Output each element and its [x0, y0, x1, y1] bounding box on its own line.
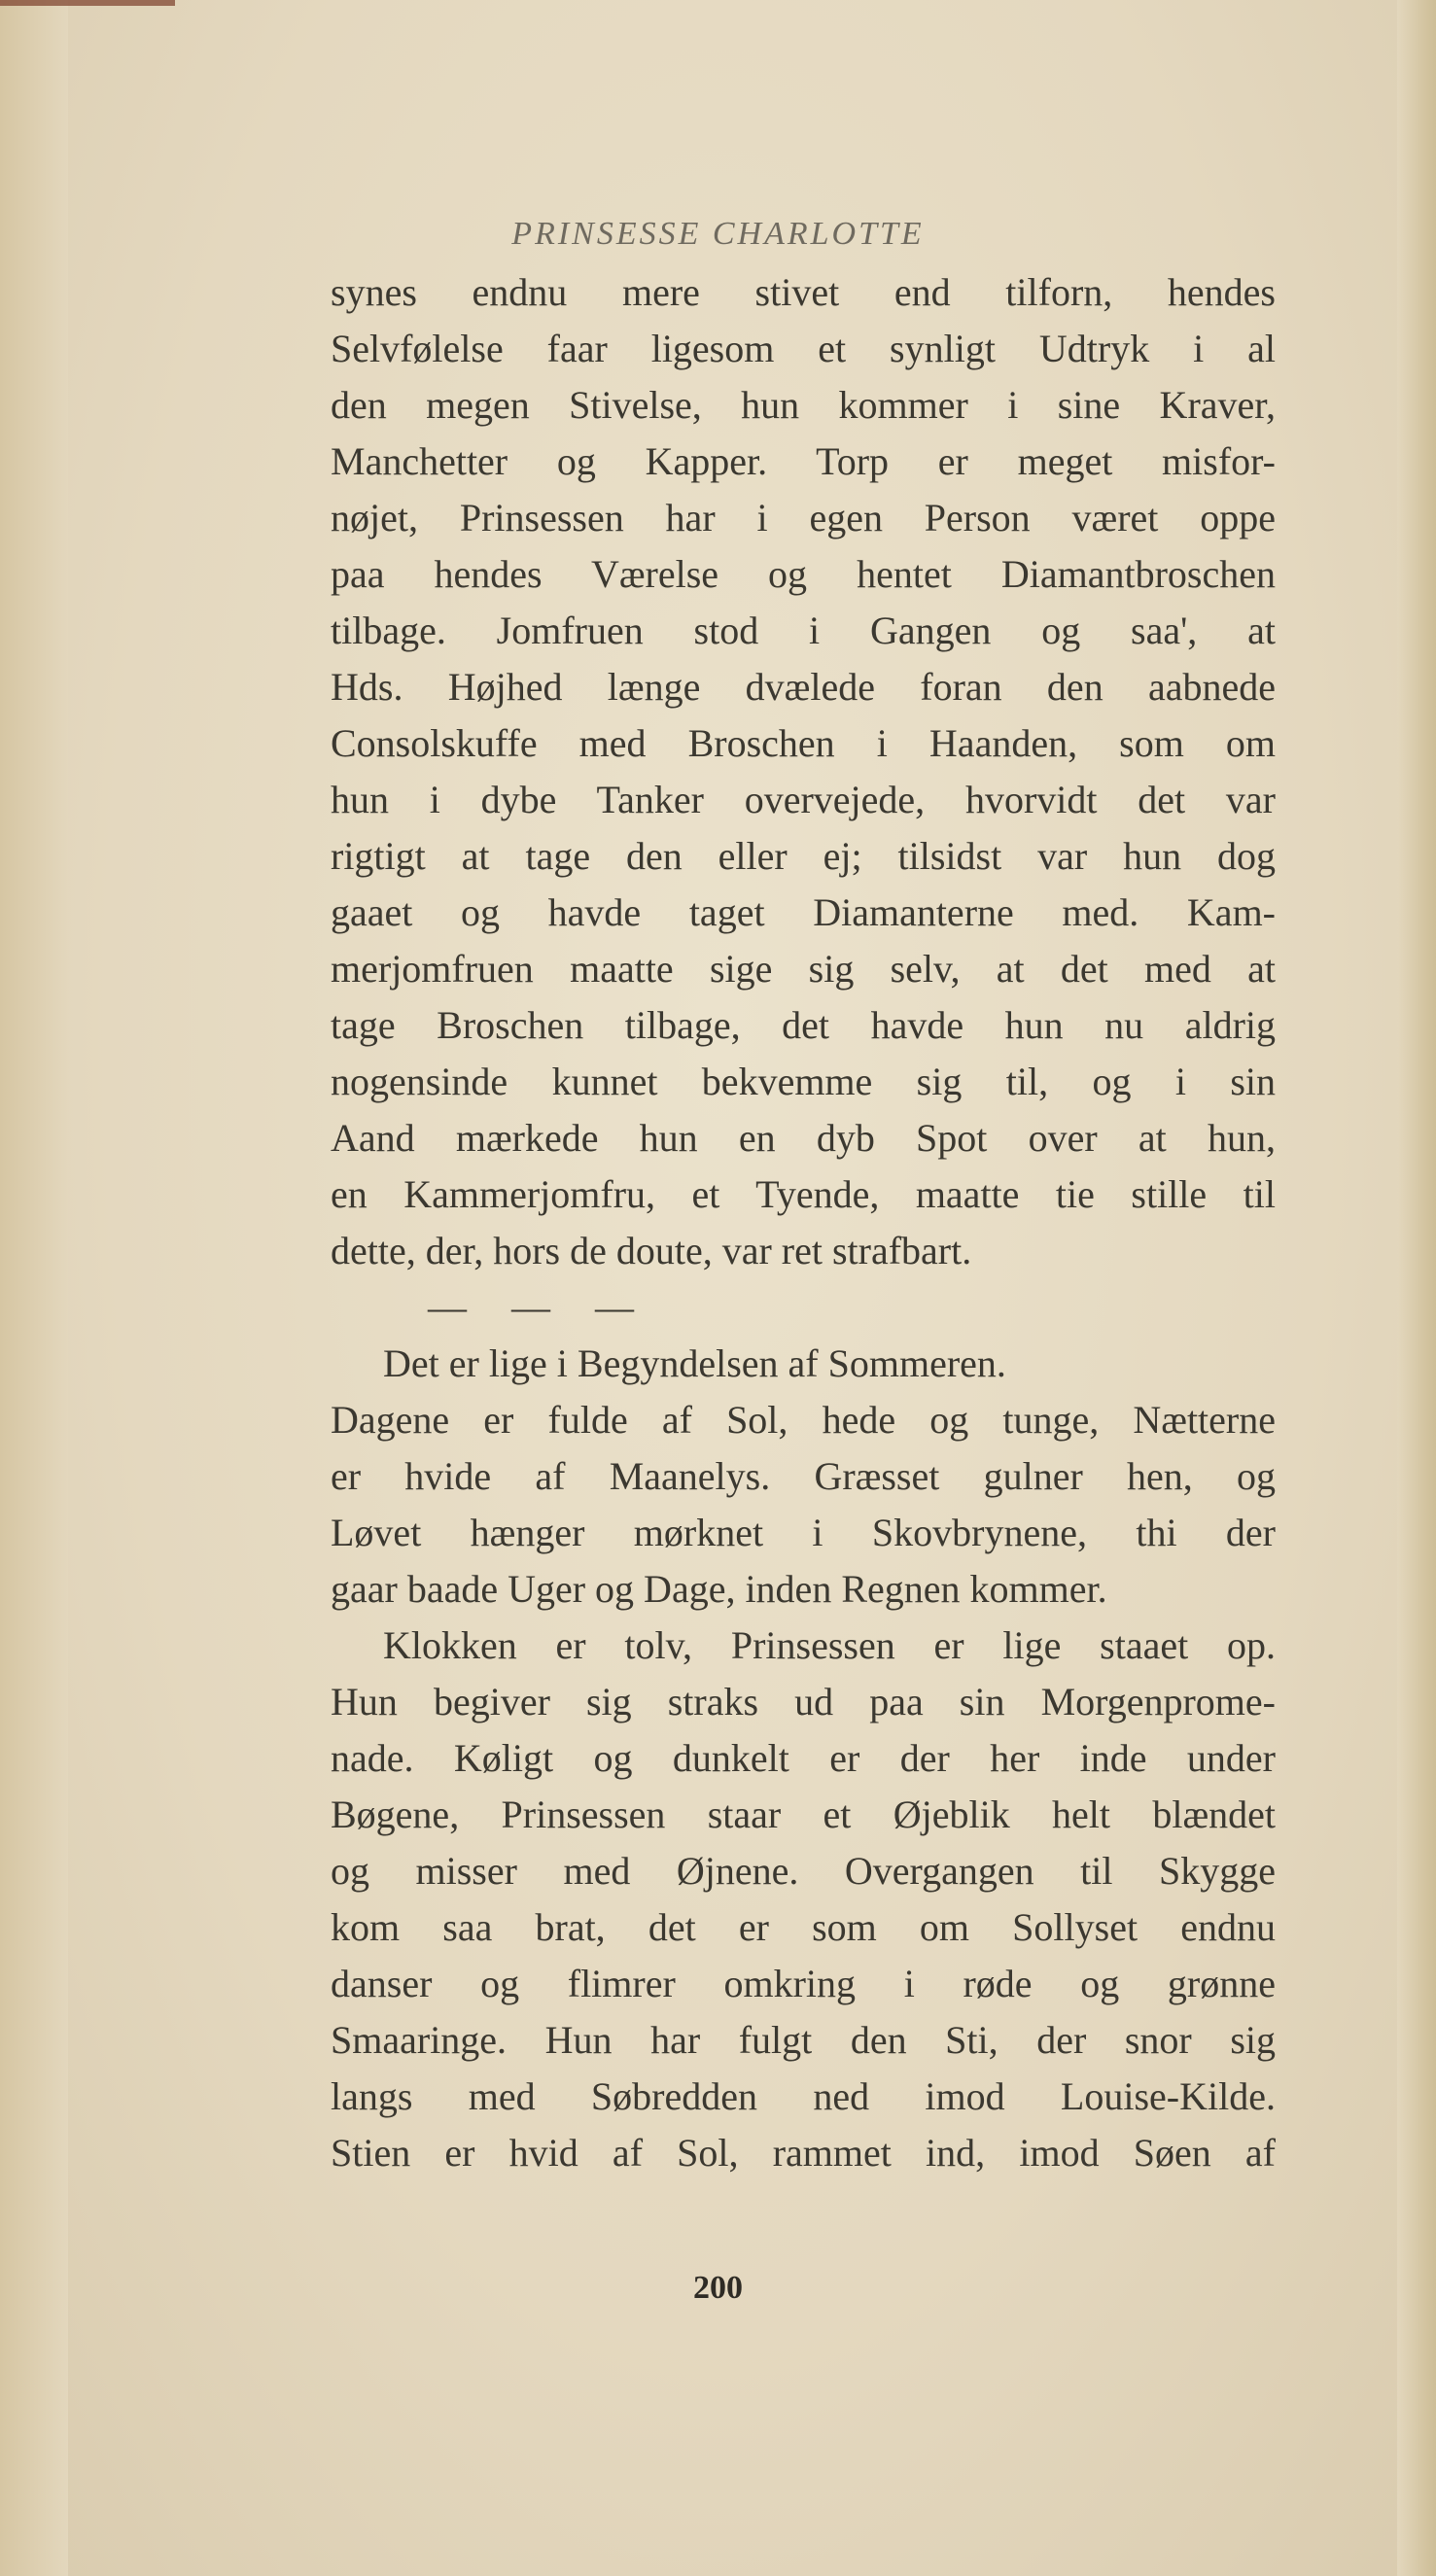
text-line: tilbage. Jomfruen stod i Gangen og saa', at — [331, 609, 1276, 652]
text-line: gaaet og havde taget Diamanterne med. Kam- — [331, 890, 1276, 934]
text-line: Smaaringe. Hun har fulgt den Sti, der snor sig — [331, 2018, 1276, 2062]
text-line: Selvfølelse faar ligesom et synligt Udtryk i al — [331, 327, 1276, 370]
text-line: danser og flimrer omkring i røde og grønne — [331, 1962, 1276, 2005]
page-edge-shadow — [1397, 0, 1436, 2576]
text-line: Aand mærkede hun en dyb Spot over at hun, — [331, 1116, 1276, 1160]
text-line: og misser med Øjnene. Overgangen til Skygge — [331, 1849, 1276, 1893]
text-line: Consolskuffe med Broschen i Haanden, som om — [331, 721, 1276, 765]
paragraph-start-line: Det er lige i Begyndelsen af Sommeren. — [383, 1341, 1006, 1385]
text-line: merjomfruen maatte sige sig selv, at det med at — [331, 947, 1276, 991]
top-corner-mark — [0, 0, 175, 6]
text-line: nogensinde kunnet bekvemme sig til, og i sin — [331, 1060, 1276, 1103]
text-line: dette, der, hors de doute, var ret strafbart. — [331, 1229, 972, 1272]
page-gutter-shadow — [0, 0, 68, 2576]
text-line: Hds. Højhed længe dvælede foran den aabnede — [331, 665, 1276, 709]
text-line: paa hendes Værelse og hentet Diamantbroschen — [331, 552, 1276, 596]
text-line: hun i dybe Tanker overvejede, hvorvidt det var — [331, 778, 1276, 821]
text-line: nade. Køligt og dunkelt er der her inde under — [331, 1736, 1276, 1780]
paragraph-start-line: Klokken er tolv, Prinsessen er lige staaet op. — [383, 1623, 1276, 1667]
text-line: nøjet, Prinsessen har i egen Person været oppe — [331, 496, 1276, 540]
text-line: gaar baade Uger og Dage, inden Regnen kommer. — [331, 1567, 1107, 1611]
running-head: PRINSESSE CHARLOTTE — [511, 216, 925, 252]
text-line: er hvide af Maanelys. Græsset gulner hen, og — [331, 1454, 1276, 1498]
text-line: Stien er hvid af Sol, rammet ind, imod Søen af — [331, 2131, 1276, 2175]
text-line: langs med Søbredden ned imod Louise-Kilde. — [331, 2074, 1276, 2118]
text-line: kom saa brat, det er som om Sollyset endnu — [331, 1905, 1276, 1949]
page-number: 200 — [693, 2270, 743, 2306]
text-line: tage Broschen tilbage, det havde hun nu aldrig — [331, 1003, 1276, 1047]
text-line: Dagene er fulde af Sol, hede og tunge, Nætterne — [331, 1398, 1276, 1442]
body-text — [331, 264, 1276, 2181]
section-separator: — — — — [428, 1285, 651, 1329]
text-line: Bøgene, Prinsessen staar et Øjeblik helt blændet — [331, 1793, 1276, 1836]
text-line: den megen Stivelse, hun kommer i sine Kraver, — [331, 383, 1276, 427]
text-line: Løvet hænger mørknet i Skovbrynene, thi der — [331, 1511, 1276, 1554]
text-line: synes endnu mere stivet end tilforn, hendes — [331, 270, 1276, 314]
text-line: rigtigt at tage den eller ej; tilsidst var hun dog — [331, 834, 1276, 878]
text-line: en Kammerjomfru, et Tyende, maatte tie stille til — [331, 1172, 1276, 1216]
text-line: Manchetter og Kapper. Torp er meget misfor- — [331, 439, 1276, 483]
text-line: Hun begiver sig straks ud paa sin Morgenprome- — [331, 1680, 1276, 1723]
